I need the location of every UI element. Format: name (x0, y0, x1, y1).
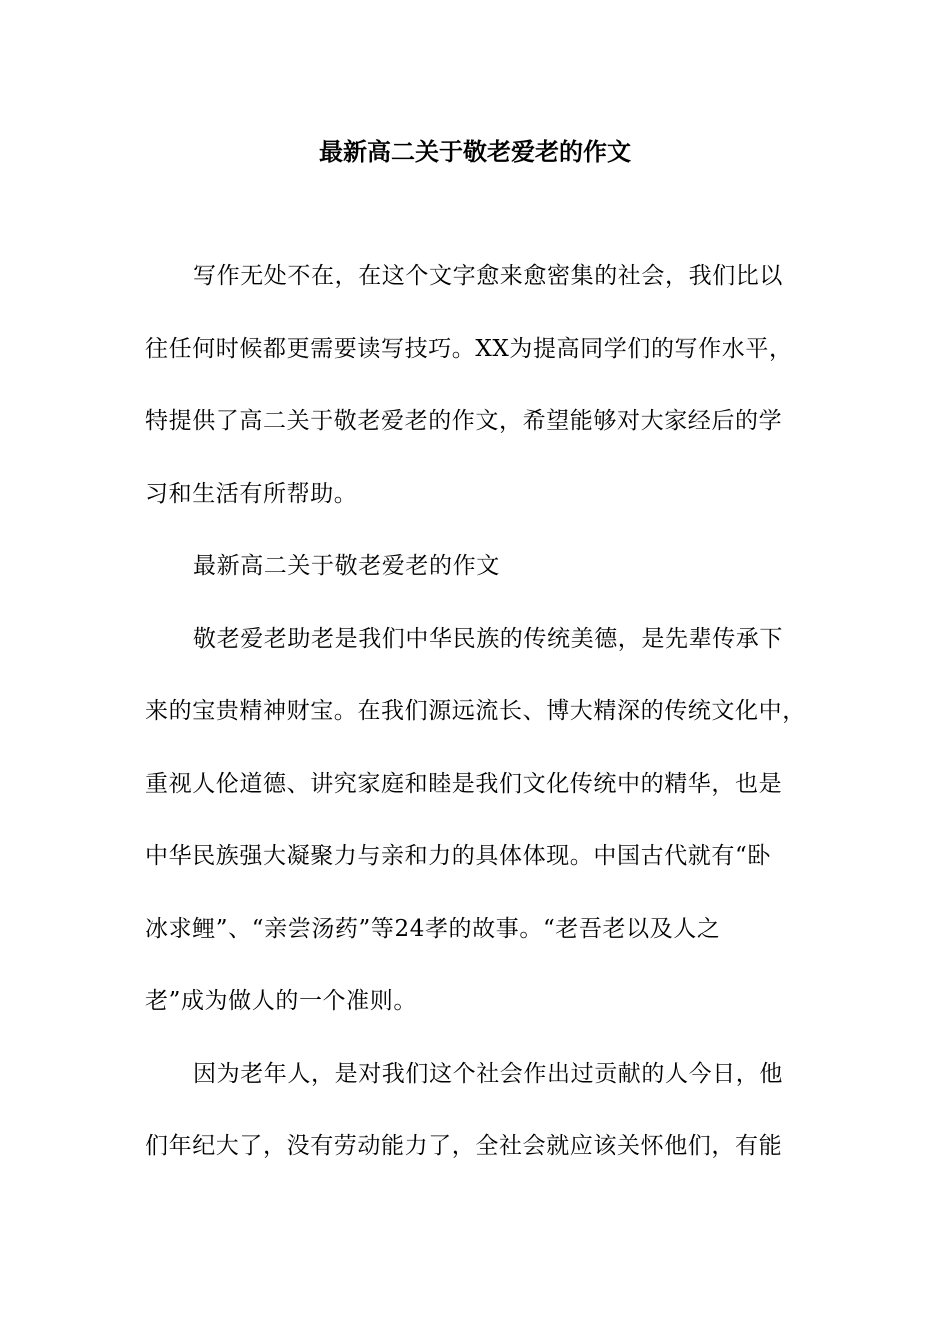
text-line: 中华民族强大凝聚力与亲和力的具体体现。中国古代就有“卧 (145, 843, 771, 869)
text-line: 来的宝贵精神财宝。在我们源远流长、博大精深的传统文化中， (145, 698, 806, 724)
document-title: 最新高二关于敬老爱老的作文 (319, 137, 631, 166)
text-line: 敬老爱老助老是我们中华民族的传统美德，是先辈传承下 (193, 625, 783, 652)
text-line: 们年纪大了，没有劳动能力了，全社会就应该关怀他们，有能 (145, 1133, 783, 1159)
text-line: 重视人伦道德、讲究家庭和睦是我们文化传统中的精华，也是 (145, 770, 783, 797)
subheading-line: 最新高二关于敬老爱老的作文 (193, 553, 500, 579)
text-line: 老”成为做人的一个准则。 (145, 988, 417, 1014)
text-line: 冰求鲤”、“亲尝汤药”等24孝的故事。“老吾老以及人之 (145, 915, 721, 942)
text-line: 特提供了高二关于敬老爱老的作文，希望能够对大家经后的学 (145, 408, 783, 434)
text-line: 往任何时候都更需要读写技巧。XX为提高同学们的写作水平， (145, 335, 793, 362)
text-line: 写作无处不在，在这个文字愈来愈密集的社会，我们比以 (193, 263, 783, 289)
text-line: 习和生活有所帮助。 (145, 480, 358, 507)
text-line: 因为老年人，是对我们这个社会作出过贡献的人今日，他 (193, 1060, 783, 1087)
document-body (145, 252, 825, 1195)
